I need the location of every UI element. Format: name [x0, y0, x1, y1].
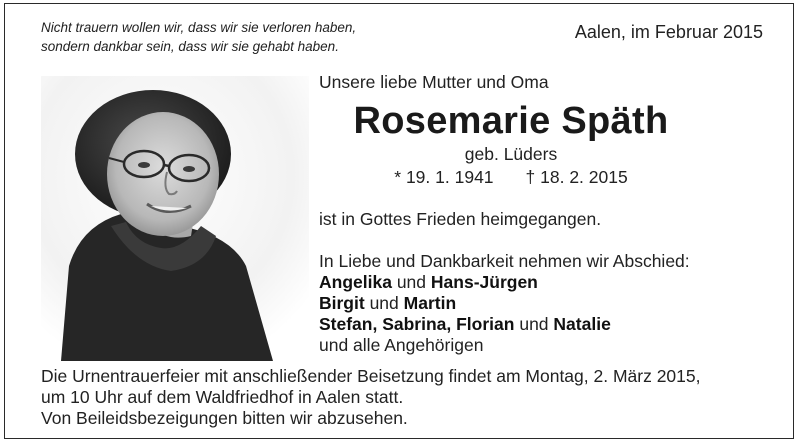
mourner-name: Hans-Jürgen: [430, 272, 538, 292]
birth-date: * 19. 1. 1941: [394, 167, 494, 187]
obituary-notice: [4, 3, 794, 439]
memorial-quote: [41, 18, 356, 56]
mourners-list: [319, 251, 690, 356]
deceased-name: Rosemarie Späth: [353, 100, 669, 142]
portrait-photo: [41, 76, 309, 361]
life-dates: [319, 167, 703, 188]
place-date: Aalen, im Februar 2015: [574, 22, 763, 42]
mourners-line-2: [319, 293, 690, 314]
death-date: † 18. 2. 2015: [525, 167, 628, 187]
mourners-line-1: [319, 272, 690, 293]
mourners-intro: In Liebe und Dankbarkeit nehmen wir Abschied:: [319, 251, 690, 271]
passed-away-text: ist in Gottes Frieden heimgegangen.: [319, 209, 602, 229]
maiden-name: geb. Lüders: [464, 144, 558, 164]
mourner-name: Martin: [403, 293, 457, 313]
mourner-names: Stefan, Sabrina, Florian: [319, 314, 515, 334]
ceremony-info: [41, 366, 701, 429]
mourner-name: Angelika: [319, 272, 392, 292]
quote-line-1: Nicht trauern wollen wir, dass wir sie verloren haben,: [41, 20, 357, 35]
mourner-name: Natalie: [553, 314, 611, 334]
intro-line: Unsere liebe Mutter und Oma: [319, 72, 549, 92]
ceremony-line-2: um 10 Uhr auf dem Waldfriedhof in Aalen statt.: [41, 387, 404, 407]
conjunction: und: [396, 272, 427, 292]
condolence-note: Von Beileidsbezeigungen bitten wir abzusehen.: [41, 408, 408, 428]
conjunction: und: [369, 293, 399, 313]
mourner-name: Birgit: [319, 293, 365, 313]
ceremony-line-1: Die Urnentrauerfeier mit anschließender Beisetzung findet am Montag, 2. März 2015,: [41, 366, 701, 386]
conjunction: und: [519, 314, 549, 334]
mourners-others: und alle Angehörigen: [319, 335, 484, 355]
quote-line-2: sondern dankbar sein, dass wir sie gehabt haben.: [41, 39, 339, 54]
mourners-line-3: [319, 314, 690, 335]
